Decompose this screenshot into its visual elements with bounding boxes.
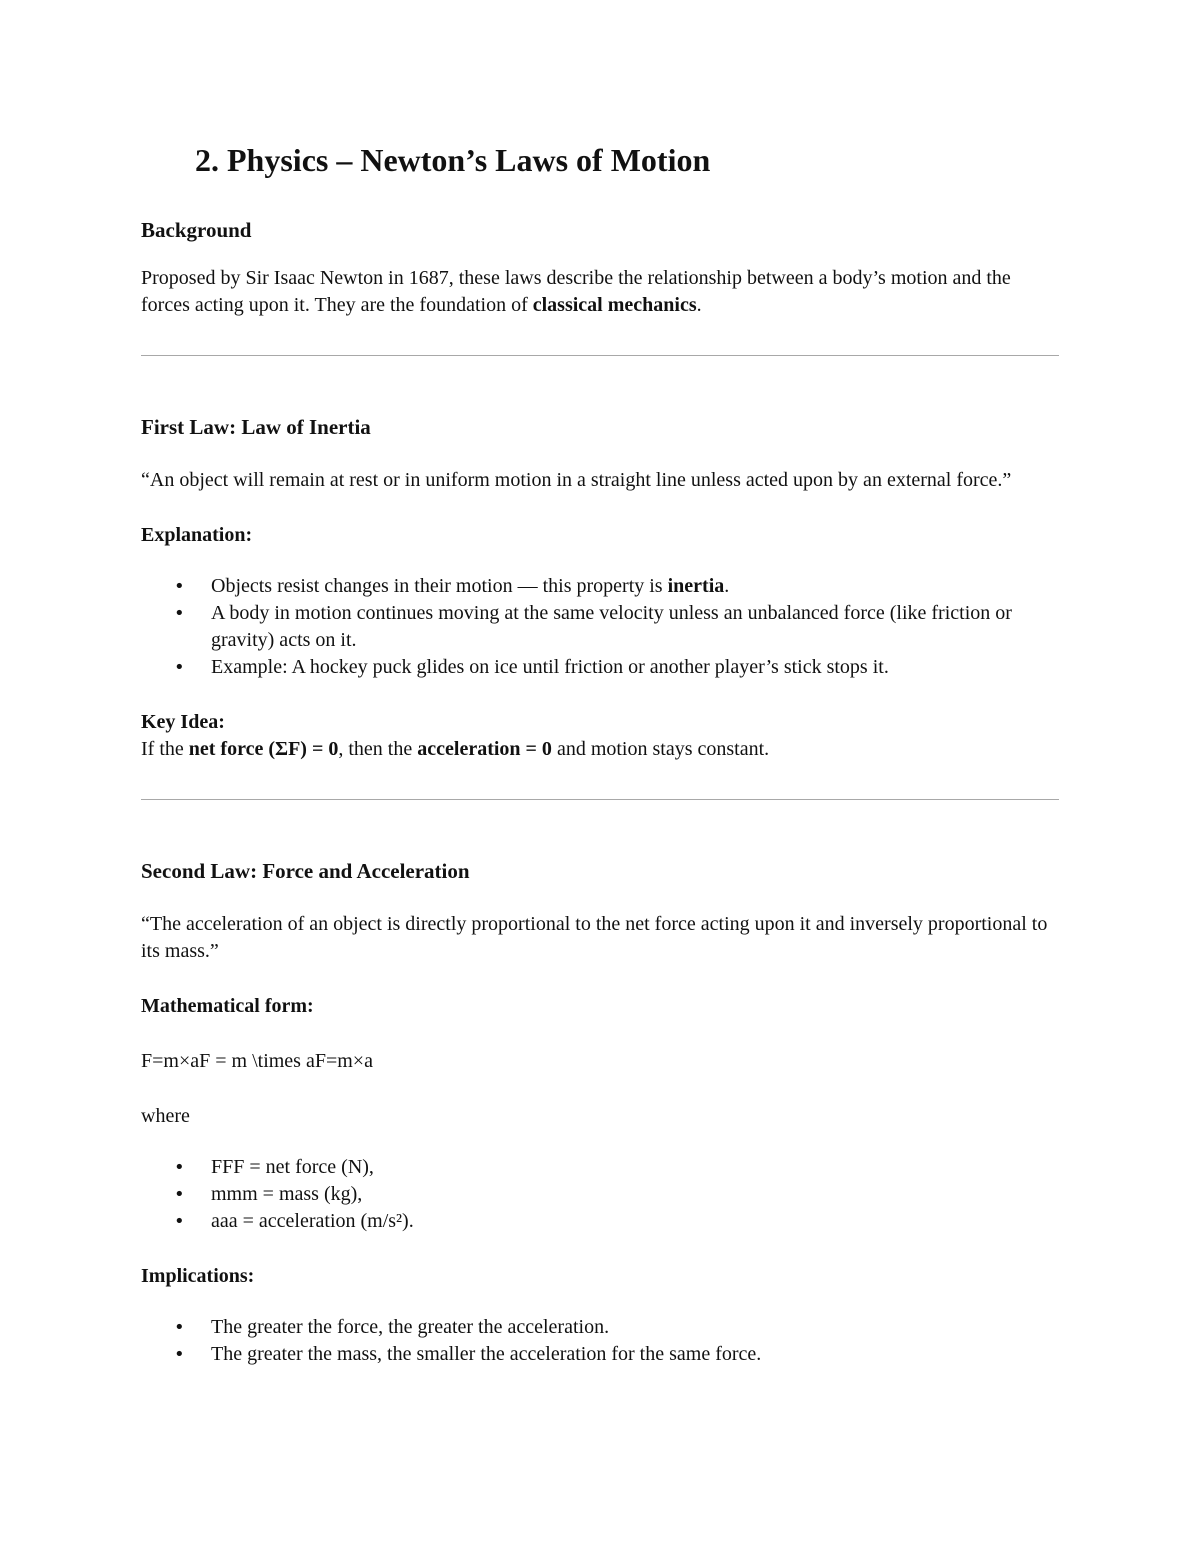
second-law-heading: Second Law: Force and Acceleration [141,859,470,883]
bullet-end: . [724,575,730,597]
key-idea-part: and motion stays constant. [551,738,770,760]
inertia-term: inertia [667,575,725,597]
background-heading: Background [141,218,252,242]
implications-list [141,1314,1059,1368]
background-text-2: . [696,294,702,316]
key-idea-label: Key Idea: [141,711,225,733]
first-law-heading: First Law: Law of Inertia [141,415,371,439]
second-law-quote: “The acceleration of an object is directly proportional to the net force acting upon it and inversely proportional to its mass.” [141,913,1048,962]
mathematical-form-label: Mathematical form: [141,995,314,1017]
list-item: • The greater the force, the greater the acceleration. [211,1314,1059,1341]
list-item: • mmm = mass (kg), [211,1181,1059,1208]
classical-mechanics-term: classical mechanics [532,294,697,316]
explanation-label: Explanation: [141,524,253,546]
implications-label: Implications: [141,1265,255,1287]
first-law-quote: “An object will remain at rest or in uniform motion in a straight line unless acted upon by an external force.” [141,469,1012,491]
background-text-1: Proposed by Sir Isaac Newton in 1687, these laws describe the relationship between a body’s motion and the forces acting upon it. They are the foundation of [141,267,1011,316]
list-item: • aaa = acceleration (m/s²). [211,1208,1059,1235]
key-idea-text [141,736,1059,763]
where-text: where [141,1105,190,1127]
document-content [141,135,1059,1368]
acceleration-term: acceleration = 0 [417,738,552,760]
list-item [211,573,1059,600]
key-idea-part: , then the [338,738,418,760]
bullet-text: Objects resist changes in their motion — this property is [211,575,668,597]
key-idea-part: If the [141,738,189,760]
list-item: • The greater the mass, the smaller the acceleration for the same force. [211,1341,1059,1368]
definitions-list [141,1154,1059,1235]
list-item: • Example: A hockey puck glides on ice until friction or another player’s stick stops it. [211,654,1059,681]
list-item: • FFF = net force (N), [211,1154,1059,1181]
list-item: • A body in motion continues moving at the same velocity unless an unbalanced force (like friction or gravity) acts on it. [211,600,1059,654]
explanation-list [141,573,1059,681]
net-force-term: net force (ΣF) = 0 [188,738,339,760]
background-paragraph [141,265,1059,319]
formula-text: F=m×aF = m \times aF=m×a [141,1050,373,1072]
document-title: 2. Physics – Newton’s Laws of Motion [195,142,711,178]
